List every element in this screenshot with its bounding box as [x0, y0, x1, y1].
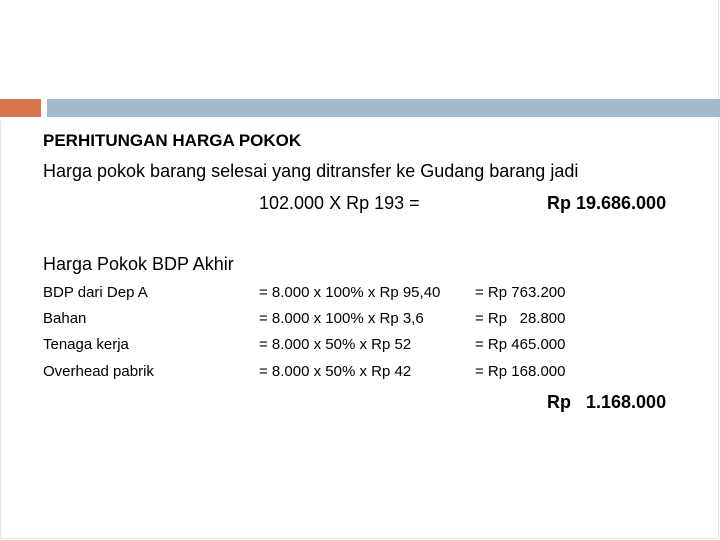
row-amount-bahan: = Rp 28.800 — [475, 310, 566, 327]
row-formula-tenaga-kerja: = 8.000 x 50% x Rp 52 — [259, 336, 412, 353]
slide-left-border — [0, 120, 1, 539]
transfer-result: Rp 19.686.000 — [547, 193, 667, 213]
row-label-tenaga-kerja: Tenaga kerja — [43, 336, 129, 353]
row-amount-overhead: = Rp 168.000 — [475, 363, 566, 380]
row-formula-bdp: = 8.000 x 100% x Rp 95,40 — [259, 284, 441, 301]
bdp-heading: Harga Pokok BDP Akhir — [43, 254, 234, 274]
transfer-description: Harga pokok barang selesai yang ditransfer ke Gudang barang jadi — [43, 161, 579, 181]
accent-bar-orange — [0, 99, 41, 117]
accent-bar-blue — [47, 99, 720, 117]
row-amount-bdp: = Rp 763.200 — [475, 284, 566, 301]
row-label-bdp: BDP dari Dep A — [43, 284, 148, 301]
row-label-bahan: Bahan — [43, 310, 87, 327]
transfer-calculation: 102.000 X Rp 193 = — [259, 193, 420, 213]
slide-heading: PERHITUNGAN HARGA POKOK — [43, 131, 302, 150]
bdp-total: Rp 1.168.000 — [547, 392, 667, 412]
row-amount-tenaga-kerja: = Rp 465.000 — [475, 336, 566, 353]
row-formula-overhead: = 8.000 x 50% x Rp 42 — [259, 363, 412, 380]
row-formula-bahan: = 8.000 x 100% x Rp 3,6 — [259, 310, 424, 327]
row-label-overhead: Overhead pabrik — [43, 363, 154, 380]
